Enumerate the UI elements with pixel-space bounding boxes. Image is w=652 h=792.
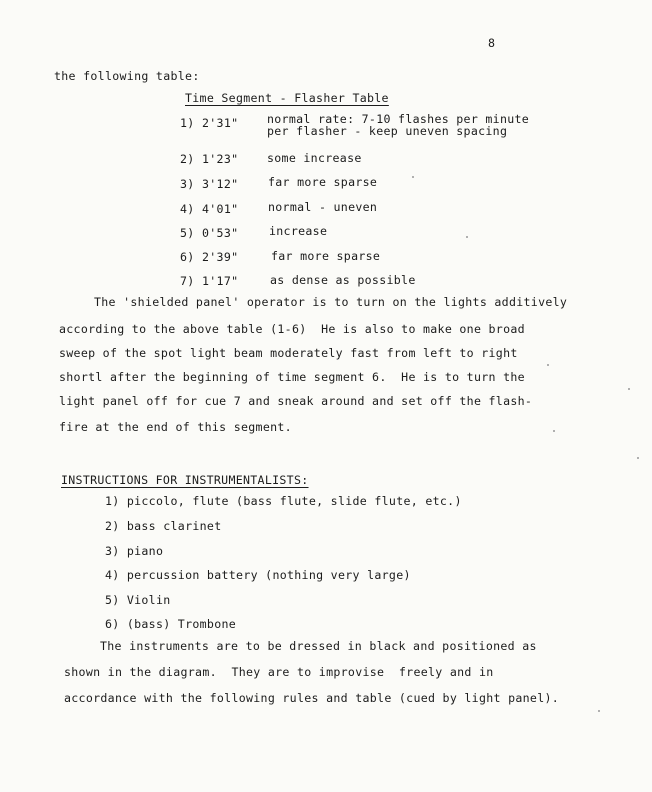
table-row-time: 1'17" (202, 274, 239, 288)
instrument-item: 5) Violin (105, 593, 171, 607)
table-row-num: 2) (180, 152, 195, 166)
instrument-item: 1) piccolo, flute (bass flute, slide flute, etc.) (105, 494, 462, 508)
scan-speck (466, 236, 468, 238)
scan-speck (598, 710, 600, 712)
table-row-num: 3) (180, 177, 195, 191)
table-row-time: 3'12" (202, 177, 239, 191)
table-row-num: 6) (180, 250, 195, 264)
paragraph-line: The instruments are to be dressed in black and positioned as (100, 639, 537, 653)
instrument-item: 2) bass clarinet (105, 519, 222, 533)
paragraph-line: shortl after the beginning of time segment 6. He is to turn the (59, 370, 525, 384)
paragraph-line: shown in the diagram. They are to improvise freely and in (64, 665, 494, 679)
instrument-item: 3) piano (105, 544, 164, 558)
scan-speck (637, 457, 639, 459)
table-row-desc: increase (269, 224, 328, 238)
table-row-time: 4'01" (202, 202, 239, 216)
table-row-num: 1) (180, 116, 195, 130)
intro-line: the following table: (54, 69, 200, 83)
table-row-num: 7) (180, 274, 195, 288)
table-row-desc: some increase (267, 151, 362, 165)
page-number: 8 (488, 36, 496, 50)
paragraph-line: fire at the end of this segment. (59, 420, 292, 434)
table-row-time: 2'31" (202, 116, 239, 130)
paragraph-line: sweep of the spot light beam moderately fast from left to right (59, 346, 518, 360)
table-row-num: 5) (180, 226, 195, 240)
table-row-time: 0'53" (202, 226, 239, 240)
table-row-desc: as dense as possible (270, 273, 416, 287)
paragraph-line: The 'shielded panel' operator is to turn on the lights additively (94, 295, 568, 309)
instrument-item: 4) percussion battery (nothing very large) (105, 568, 411, 582)
table-row-desc: normal rate: 7-10 flashes per minute (267, 112, 530, 126)
scan-speck (547, 364, 549, 366)
table-row-time: 2'39" (202, 250, 239, 264)
table-row-desc: normal - uneven (268, 200, 378, 214)
paragraph-line: according to the above table (1-6) He is also to make one broad (59, 322, 525, 336)
table-row-desc: far more sparse (271, 249, 381, 263)
scan-speck (553, 430, 555, 432)
table-title: Time Segment - Flasher Table (185, 91, 389, 105)
instructions-heading: INSTRUCTIONS FOR INSTRUMENTALISTS: (61, 473, 309, 487)
instrument-item: 6) (bass) Trombone (105, 617, 237, 631)
table-row-num: 4) (180, 202, 195, 216)
table-row-time: 1'23" (202, 152, 239, 166)
table-row-desc-cont: per flasher - keep uneven spacing (267, 124, 508, 138)
scan-speck (412, 176, 414, 178)
scan-speck (628, 388, 630, 390)
paragraph-line: accordance with the following rules and table (cued by light panel). (64, 691, 560, 705)
table-row-desc: far more sparse (268, 175, 378, 189)
paragraph-line: light panel off for cue 7 and sneak around and set off the flash- (59, 394, 533, 408)
